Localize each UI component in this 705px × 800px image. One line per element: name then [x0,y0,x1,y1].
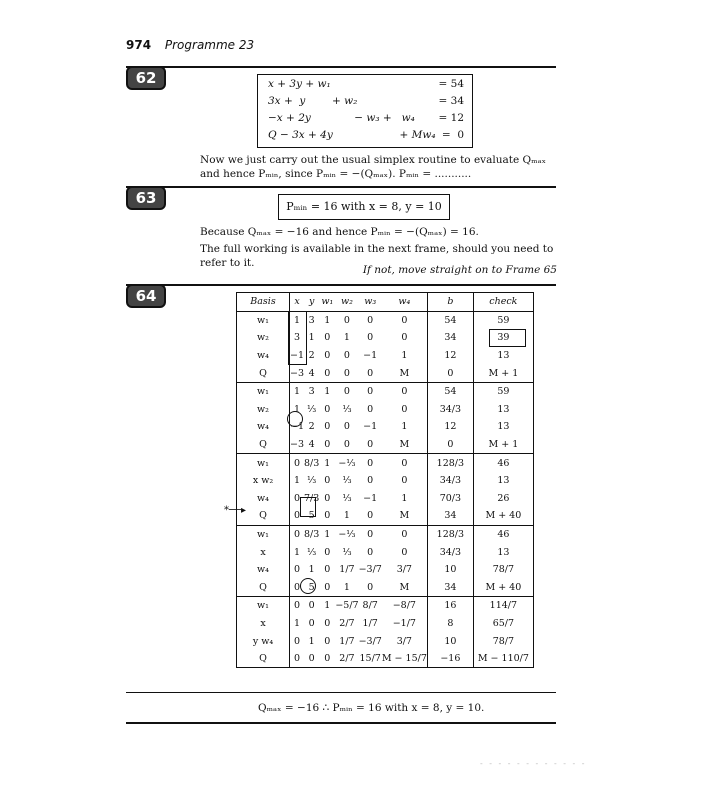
table-cell: 16 [427,597,473,615]
table-cell: 8/3 [304,525,319,543]
basis-cell: x [237,543,290,561]
table-row [237,382,534,400]
table-cell: 10 [427,561,473,579]
table-cell: 34 [427,579,473,597]
table-cell: 0 [427,436,473,454]
frame-62-badge: 62 [126,66,166,90]
equation-rhs: = 12 [438,112,464,124]
table-cell: 8/3 [304,454,319,472]
table-cell: 78/7 [492,635,515,647]
equation-row [258,95,472,111]
table-cell: 0 [367,439,374,451]
table-cell: ⅓ [307,403,317,415]
equation-rhs: = 0 [441,129,464,141]
table-cell: 8/7 [359,597,382,615]
table-cell: ⅓ [342,475,352,487]
table-cell: 128/3 [427,525,473,543]
table-cell: 13 [497,475,510,487]
table-cell: 13 [497,546,510,558]
table-cell: 0 [324,475,331,487]
table-cell: 1 [308,564,315,576]
programme-title: Programme 23 [164,38,255,52]
table-cell: 0 [324,546,331,558]
table-cell: 1/7 [339,564,355,576]
table-cell: 10 [427,632,473,650]
table-row [237,597,534,615]
table-cell: 0 [367,403,374,415]
table-cell: 0 [367,546,374,558]
basis-cell: x [237,615,290,633]
table-cell: 46 [473,525,533,543]
table-cell: 0 [324,403,331,415]
table-cell: −1/7 [382,615,428,633]
header-x: x [294,296,300,308]
table-cell: 65/7 [492,617,515,629]
table-cell: 1 [293,403,301,415]
table-cell: −8/7 [382,597,428,615]
table-cell: 34 [427,329,473,347]
page-number: 974 [126,38,152,52]
basis-cell: Q [237,507,290,525]
frame-65-note: If not, move straight on to Frame 65 [362,264,557,276]
header-w3: w₃ [364,296,377,308]
table-cell: 1 [293,617,301,629]
final-result: Qₘₐₓ = −16 ∴ Pₘᵢₙ = 16 with x = 8, y = 10. [258,702,485,714]
table-cell: 0 [324,564,331,576]
table-row [237,401,534,419]
table-cell: −⅓ [335,454,358,472]
table-cell: 0 [367,510,374,522]
table-cell: 54 [427,311,473,329]
table-cell: ⅓ [342,546,352,558]
table-cell: 3 [293,332,301,344]
table-cell: 0 [359,311,382,329]
table-row [237,454,534,472]
table-cell: 0 [382,525,428,543]
table-cell: 0 [343,439,350,451]
basis-cell: Q [237,436,290,454]
page-header [126,38,254,52]
table-cell: 3 [304,382,319,400]
basis-cell: Q [237,579,290,597]
table-cell: 1 [382,347,428,365]
table-cell: 1 [293,546,301,558]
table-cell: 0 [308,617,315,629]
pivot-column-box [288,311,307,365]
table-cell: M [382,364,428,382]
table-cell: 0 [293,635,301,647]
equation-row [258,129,472,145]
table-cell: 13 [497,421,510,433]
table-cell: 59 [473,382,533,400]
table-cell: 0 [343,350,350,362]
pivot-element-box [300,497,316,517]
table-cell: −1 [363,421,378,433]
basis-cell: Q [237,364,290,382]
table-cell: 0 [324,367,331,379]
table-cell: 1/7 [339,635,355,647]
table-cell: M − 15/7 [382,650,428,668]
table-row [237,525,534,543]
table-cell: −16 [427,650,473,668]
basis-cell: w₄ [237,490,290,508]
equation-lhs: 3x + y + w₂ [268,95,358,107]
table-cell: 0 [427,364,473,382]
table-cell: 34/3 [427,472,473,490]
table-cell: 3/7 [382,632,428,650]
table-cell: 2 [308,421,315,433]
table-cell: 34/3 [427,543,473,561]
table-row [237,311,534,329]
table-cell: −3 [290,439,305,451]
table-cell: 0 [324,421,331,433]
table-cell: 0 [382,543,428,561]
table-cell: 0 [382,401,428,419]
basis-cell: Q [237,650,290,668]
table-row [237,418,534,436]
table-header-row [237,293,534,312]
table-cell: 26 [497,492,510,504]
table-cell: ⅓ [342,403,352,415]
table-cell: −⅓ [335,525,358,543]
table-cell: 0 [293,492,301,504]
table-cell: 1 [319,382,335,400]
table-row [237,632,534,650]
footer-dashes: - - - - - - - - - - - - [480,759,587,768]
table-cell: 1 [290,311,305,329]
table-cell: 59 [473,311,533,329]
equation-rhs: = 54 [438,78,464,90]
table-cell: ⅓ [342,492,352,504]
table-cell: 15/7 [359,653,381,665]
table-cell: −1 [290,350,305,362]
table-cell: 0 [335,382,358,400]
table-cell: 114/7 [473,597,533,615]
table-row [237,579,534,597]
frame-end-rule [126,722,556,724]
table-cell: 0 [290,525,305,543]
table-row [237,650,534,668]
table-cell: 8 [427,615,473,633]
table-cell: 0 [343,367,350,379]
table-cell: 4 [308,367,315,379]
table-cell: M + 40 [485,510,522,522]
table-bottom-rule [126,692,556,693]
table-cell: 128/3 [427,454,473,472]
table-cell: 1 [319,525,335,543]
table-cell: 5 [308,510,315,522]
equation-row [258,112,472,128]
basis-cell: w₄ [237,347,290,365]
table-cell: 70/3 [427,490,473,508]
table-cell: 2/7 [339,653,355,665]
table-cell: 1 [308,332,315,344]
header-y: y [308,296,315,308]
table-cell: 5 [308,581,315,593]
header-w1: w₁ [321,296,334,308]
table-cell: 0 [324,653,331,665]
table-cell: 54 [427,382,473,400]
frame-63-badge: 63 [126,186,166,210]
table-cell: 1 [319,311,335,329]
table-cell: 1 [343,581,350,593]
basis-cell: w₁ [237,382,290,400]
table-cell: 0 [359,382,382,400]
check-value-box [489,329,526,347]
table-cell: 0 [359,454,382,472]
equation-row [258,78,472,94]
table-cell: 1 [290,382,305,400]
frame-64-rule [126,284,556,286]
header-w4: w₄ [382,293,428,312]
table-cell: 4 [308,439,315,451]
equation-rhs: = 34 [438,95,464,107]
table-cell: 0 [324,439,331,451]
table-cell: 0 [382,329,428,347]
table-cell: 1 [308,635,315,647]
pivot-circle [287,411,303,427]
simplex-table [236,292,534,668]
table-cell: 1/7 [362,617,378,629]
basis-cell: w₂ [237,401,290,419]
table-cell: 0 [382,472,428,490]
equation-lhs: −x + 2y − w₃ + w₄ [268,112,415,124]
table-row [237,436,534,454]
table-cell: 12 [427,347,473,365]
table-row [237,507,534,525]
table-cell: ⅓ [307,475,317,487]
table-row [237,472,534,490]
table-cell: −1 [363,350,378,362]
frame-62-text: Now we just carry out the usual simplex routine to evaluate Qₘₐₓ and hence Pₘᵢₙ, since Pₘᵢₙ = −(Qₘₐₓ). Pₘᵢₙ = ........... [200,154,547,180]
table-cell: M + 40 [485,581,522,593]
table-cell: ⅓ [307,546,317,558]
table-cell: 0 [324,581,331,593]
table-cell: 0 [343,421,350,433]
frame-63-text-1: Because Qₘₐₓ = −16 and hence Pₘᵢₙ = −(Qₘₐₓ) = 16. [200,226,479,238]
basis-cell: w₁ [237,311,290,329]
table-cell: 1 [293,475,301,487]
table-cell: 78/7 [492,564,515,576]
equation-lhs: x + 3y + w₁ [268,78,331,90]
table-cell: 0 [324,332,331,344]
answer-box: Pₘᵢₙ = 16 with x = 8, y = 10 [278,194,450,220]
equation-lhs: Q − 3x + 4y + Mw₄ [268,129,436,141]
table-cell: 0 [293,581,301,593]
table-cell: 0 [324,492,331,504]
basis-cell: w₁ [237,454,290,472]
table-cell: 0 [367,332,374,344]
table-cell: 1 [319,597,335,615]
table-cell: 13 [497,403,510,415]
table-cell: 39 [497,332,510,344]
pivot-row-arrow: *──▸ [224,505,247,516]
table-cell: 0 [324,617,331,629]
header-w2: w₂ [340,296,353,308]
frame-63-text-2: The full working is available in the next frame, should you need to refer to it. [200,243,554,269]
table-cell: M [382,579,428,597]
table-cell: 12 [427,418,473,436]
table-cell: 34/3 [427,401,473,419]
basis-cell: y w₄ [237,632,290,650]
table-cell: 3/7 [382,561,428,579]
table-cell: 7/3 [304,492,320,504]
table-cell: 0 [324,350,331,362]
table-row [237,347,534,365]
table-cell: M + 1 [488,439,519,451]
equation-system-box [257,74,473,148]
header-check: check [489,296,518,308]
table-cell: 1 [382,418,428,436]
header-basis: Basis [237,293,290,312]
table-cell: 1 [343,332,350,344]
table-row [237,615,534,633]
basis-cell: x w₂ [237,472,290,490]
basis-cell: w₁ [237,525,290,543]
table-row [237,543,534,561]
table-cell: 0 [304,597,319,615]
table-cell: M [382,507,428,525]
table-cell: 34 [427,507,473,525]
basis-cell: w₄ [237,418,290,436]
table-cell: 1 [343,510,350,522]
basis-cell: w₁ [237,597,290,615]
table-cell: 0 [382,454,428,472]
table-cell: 0 [293,564,301,576]
table-cell: 2 [308,350,315,362]
table-row [237,364,534,382]
table-cell: M + 1 [488,367,519,379]
table-cell: 13 [497,350,510,362]
table-cell: −1 [290,421,305,433]
header-b: b [427,293,473,312]
table-cell: 0 [359,525,382,543]
table-cell: 0 [382,311,428,329]
table-cell: −3 [290,367,305,379]
table-cell: 0 [293,510,301,522]
table-row [237,490,534,508]
table-cell: 0 [308,653,315,665]
table-cell: 46 [473,454,533,472]
table-cell: 0 [367,581,374,593]
table-cell: M [382,436,428,454]
table-cell: −5/7 [335,597,358,615]
table-cell: 0 [324,635,331,647]
table-cell: M − 110/7 [477,653,529,665]
frame-63-rule [126,186,556,188]
table-cell: 0 [290,454,305,472]
table-cell: −1 [363,492,378,504]
table-cell: −3/7 [358,564,382,576]
table-cell: 1 [319,454,335,472]
frame-64-badge: 64 [126,284,166,308]
table-cell: 3 [304,311,319,329]
table-cell: −3/7 [358,635,382,647]
table-cell: 2/7 [339,617,355,629]
frame-62-rule [126,66,556,68]
table-cell: 0 [293,653,301,665]
basis-cell: w₂ [237,329,290,347]
basis-cell: w₄ [237,561,290,579]
table-cell: 0 [335,311,358,329]
table-row [237,561,534,579]
table-cell: 0 [367,475,374,487]
table-cell: 0 [324,510,331,522]
table-cell: 1 [382,490,428,508]
table-cell: 0 [290,597,305,615]
table-cell: 0 [382,382,428,400]
table-cell: 0 [367,367,374,379]
pivot-circle [300,578,316,594]
